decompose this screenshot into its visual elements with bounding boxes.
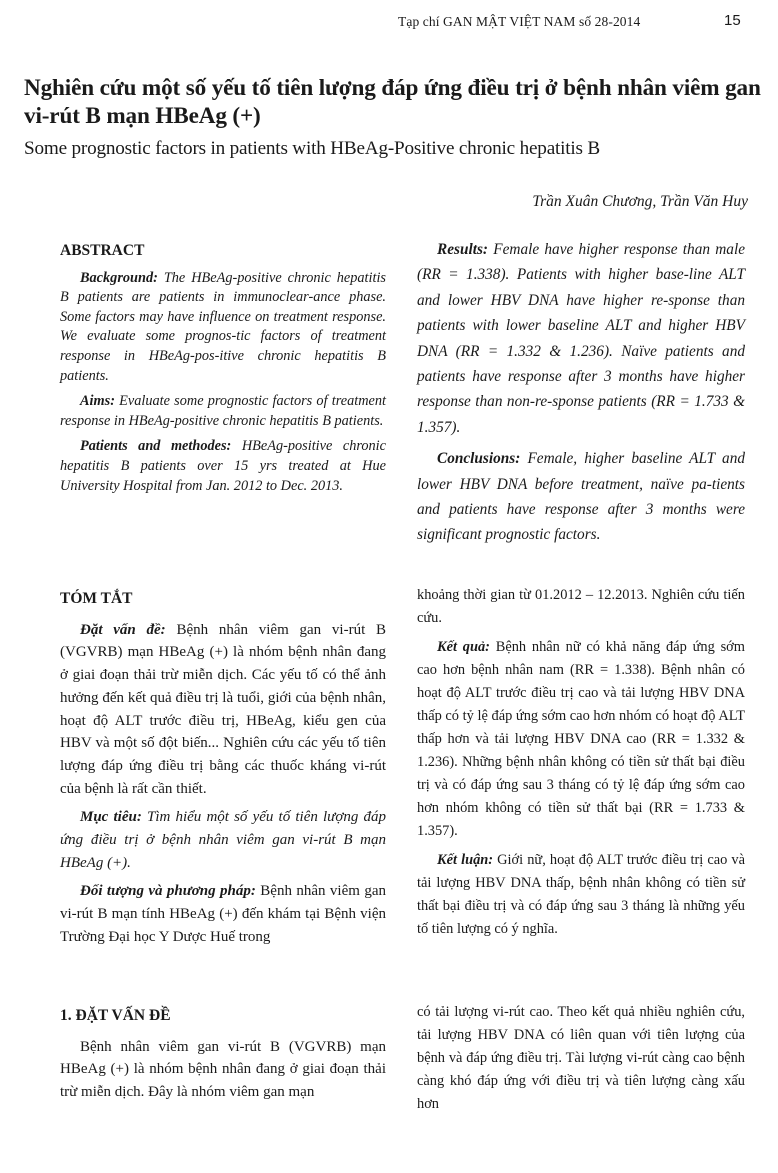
muctieu-label: Mục tiêu: [80, 809, 142, 826]
running-header [0, 10, 778, 32]
conclusions-text: Female, higher baseline ALT and lower HBV DNA before treatment, naïve pa-tients and patients have response after 3 months were significant prognostic factors. [417, 450, 745, 544]
tomtat-ketqua [417, 636, 745, 843]
abstract-heading: ABSTRACT [60, 242, 145, 259]
doituong-text: Bệnh nhân viêm gan vi-rút B mạn tính HBeAg (+) đến khám tại Bệnh viện Trường Đại học Y Dược Huế trong [60, 883, 386, 945]
abstract-background [60, 269, 386, 387]
tomtat-heading: TÓM TẮT [60, 590, 133, 607]
page-number: 15 [724, 12, 741, 29]
datvande-label: Đặt vấn đề: [80, 621, 166, 638]
tomtat-right-column [417, 584, 745, 947]
ketqua-text: Bệnh nhân nữ có khả năng đáp ứng sớm cao hơn bệnh nhân nam (RR = 1.338). Bệnh nhân có hoạt độ ALT trước điều trị cao và tải lượng HBV DNA thấp có tỷ lệ đáp ứng sớm cao hơn nhóm có hoạt độ ALT thấp hơn và tải lượng HBV DNA cao (RR = 1.332 & 1.236). Những bệnh nhân không có tiền sử thất bại điều trị và có đáp ứng sau 3 tháng có tỷ lệ đáp ứng sớm cao hơn nhóm không có tiền sử thất bại (RR = 1.733 & 1.357). [417, 639, 745, 839]
section1-left-column [60, 1005, 386, 1110]
tomtat-muctieu [60, 806, 386, 874]
abstract-aims [60, 392, 386, 431]
article-subtitle-english: Some prognostic factors in patients with HBeAg-Positive chronic hepatitis B [24, 138, 600, 159]
background-label: Background: [80, 269, 158, 286]
journal-name: Tạp chí GAN MẬT VIỆT NAM số 28-2014 [398, 14, 641, 29]
abstract-conclusions [417, 446, 745, 548]
ketqua-label: Kết quả: [437, 639, 490, 655]
tomtat-left-column [60, 588, 386, 955]
tomtat-doituong [60, 880, 386, 948]
results-text: Female have higher response than male (RR = 1.338). Patients with higher base-line ALT and lower HBV DNA have higher re-sponse than patients with lower baseline ALT and higher HBV DNA (RR = 1.332 & 1.236). Naïve patients and patients have response after 3 months have higher response than non-re-sponse patients (RR = 1.733 & 1.357). [417, 241, 745, 436]
tomtat-datvande [60, 619, 386, 801]
ketluan-text: Giới nữ, hoạt độ ALT trước điều trị cao và tải lượng HBV DNA thấp, bệnh nhân không có tiền sử thất bại điều trị và có đáp ứng sau 3 tháng là những yếu tố tiên lượng có ý nghĩa. [417, 852, 745, 937]
methods-text: HBeAg-positive chronic hepatitis B patients over 15 yrs treated at Hue University Hospital from Jan. 2012 to Dec. 2013. [60, 438, 386, 494]
tomtat-ketluan [417, 849, 745, 941]
methods-label: Patients and methodes: [80, 438, 232, 455]
abstract-right-column [417, 237, 745, 554]
section1-heading: 1. ĐẶT VẤN ĐỀ [60, 1007, 171, 1024]
abstract-methods [60, 437, 386, 496]
background-text: The HBeAg-positive chronic hepatitis B patients are patients in immunoclear-ance phase. Some factors may have influence on treatment response. We evaluate some prognos-tic factors of treatment response in HBeAg-pos-itive chronic hepatitis B patients. [60, 269, 386, 384]
section1-paragraph-right: có tải lượng vi-rút cao. Theo kết quả nhiều nghiên cứu, tải lượng HBV DNA có liên quan với tiên lượng của bệnh và đáp ứng điều trị. Tài lượng vi-rút càng cao bệnh càng khó đáp ứng với điều trị và tiên lượng càng xấu hơn [417, 1004, 745, 1112]
conclusions-label: Conclusions: [437, 450, 521, 468]
results-label: Results: [437, 241, 488, 258]
abstract-left-column [60, 241, 386, 502]
abstract-results [417, 237, 745, 440]
aims-text: Evaluate some prognostic factors of treatment response in HBeAg-positive chronic hepatitis B patients. [60, 393, 386, 429]
tomtat-doituong-continued: khoảng thời gian từ 01.2012 – 12.2013. Nghiên cứu tiến cứu. [417, 587, 745, 626]
article-title: Nghiên cứu một số yếu tố tiên lượng đáp ứng điều trị ở bệnh nhân viêm gan vi-rút B mạn HBeAg (+) [24, 75, 761, 129]
muctieu-text: Tìm hiểu một số yếu tố tiên lượng đáp ứng điều trị ở bệnh nhân viêm gan vi-rút B mạn HBeAg (+). [60, 809, 387, 871]
section1-paragraph-left: Bệnh nhân viêm gan vi-rút B (VGVRB) mạn HBeAg (+) là nhóm bệnh nhân đang ở giai đoạn thải trừ miễn dịch. Đây là nhóm viêm gan mạn [60, 1038, 386, 1101]
aims-label: Aims: [80, 393, 115, 410]
datvande-text: Bệnh nhân viêm gan vi-rút B (VGVRB) mạn HBeAg (+) là nhóm bệnh nhân đang ở giai đoạn thải trừ miễn dịch. Các yếu tố có thể ảnh hưởng đến kết quả điều trị là tuổi, giới của bệnh nhân, hoạt độ ALT trước điều trị, HBeAg, kiểu gen của HBV và một số đột biến... Nghiên cứu các yếu tố tiên lượng đáp ứng điều trị bằng các thuốc kháng vi-rút của bệnh là rất cần thiết. [60, 621, 387, 797]
doituong-label: Đối tượng và phương pháp: [80, 883, 256, 900]
article-authors: Trần Xuân Chương, Trần Văn Huy [532, 193, 748, 210]
section1-right-column [417, 1001, 745, 1122]
ketluan-label: Kết luận: [437, 852, 494, 868]
